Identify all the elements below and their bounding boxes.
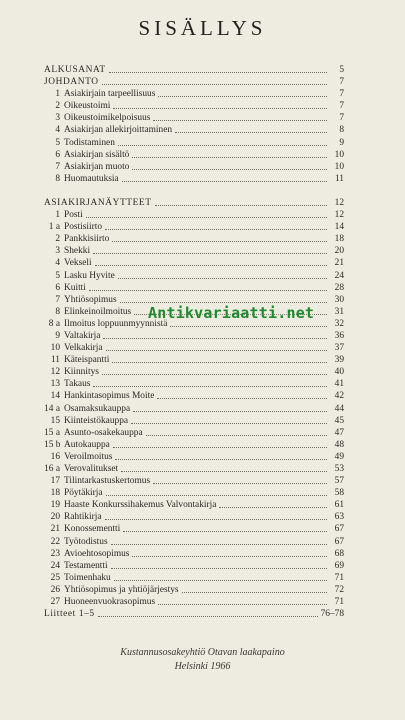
dot-leader [115,451,327,460]
toc-entry-page: 42 [334,391,344,402]
toc-entry-page: 71 [334,597,344,608]
toc-entry-page: 36 [334,330,344,341]
toc-gap [44,185,344,197]
toc-entry-label: Konossementti [64,524,121,535]
toc-entry-label: Asunto-osakekauppa [64,427,143,438]
toc-entry-number: 1 [55,210,60,221]
toc-entry-page: 7 [339,89,344,100]
toc-entry-page: 24 [334,270,344,281]
toc-entry-page: 7 [339,113,344,124]
toc-entry-number: 14 a [44,403,60,414]
toc-entry-label: ALKUSANAT [44,65,106,75]
dot-leader [118,270,327,279]
toc-entry-number: 1 [55,89,60,100]
toc-entry-page: 47 [334,427,344,438]
toc-entry [44,596,344,608]
toc-entry-number: 8 [55,173,60,184]
dot-leader [120,294,327,303]
toc-entry-number: 6 [55,282,60,293]
toc-entry-label: Valtakirja [64,330,101,341]
toc-entry [44,76,344,88]
toc-entry [44,245,344,257]
toc-entry [44,439,344,451]
toc-entry-page: 9 [339,137,344,148]
toc-entry-label: Työtodistus [64,536,108,547]
toc-entry-page: 37 [334,343,344,354]
toc-entry-number: 10 [50,343,60,354]
toc-entry-number: 12 [50,367,60,378]
toc-entry-label: Avioehtosopimus [64,548,130,559]
toc-entry [44,366,344,378]
dot-leader [132,149,327,158]
toc-entry-number: 5 [55,137,60,148]
toc-entry [44,511,344,523]
toc-entry-label: Ilmoitus loppuunmyynnistä [64,318,168,329]
toc-entry-label: Asiakirjain tarpeellisuus [64,89,156,100]
toc-entry-label: Oikeustoimikelpoisuus [64,113,151,124]
toc-entry [44,378,344,390]
toc-entry-label: Postisiirto [64,222,103,233]
dot-leader [132,548,327,557]
toc-entry-label: Osamaksukauppa [64,403,131,414]
dot-leader [112,233,327,242]
dot-leader [89,282,327,291]
toc-entry-label: Veroilmoitus [64,451,113,462]
toc-entry-page: 8 [339,125,344,136]
toc-entry-label: Asiakirjan muoto [64,161,130,172]
toc-entry [44,270,344,282]
dot-leader [111,560,327,569]
toc-entry-number: 17 [50,476,60,487]
toc-entry-page: 31 [334,306,344,317]
dot-leader [93,378,327,387]
dot-leader [158,88,327,97]
toc-entry [44,463,344,475]
dot-leader [155,197,327,206]
toc-entry-number: 2 [55,234,60,245]
toc-entry-page: 68 [334,548,344,559]
toc-entry-number: 26 [50,584,60,595]
toc-entry-label: Posti [64,210,83,221]
dot-leader [158,596,327,605]
toc-entry-number: 3 [55,246,60,257]
toc-entry [44,560,344,572]
toc-entry-label: Autokauppa [64,439,110,450]
toc-entry-page: 67 [334,524,344,535]
dot-leader [112,354,327,363]
toc-entry-number: 3 [55,113,60,124]
toc-entry-label: Pöytäkirja [64,488,103,499]
dot-leader [111,536,327,545]
toc-entry [44,427,344,439]
toc-entry-page: 32 [334,318,344,329]
toc-entry-page: 20 [334,246,344,257]
toc-entry-label: JOHDANTO [44,77,99,88]
toc-entry-number: 24 [50,560,60,571]
dot-leader [121,463,327,472]
toc-entry-number: 4 [55,125,60,136]
toc-entry [44,451,344,463]
toc-entry-label: Verovalitukset [64,464,119,474]
dot-leader [102,366,327,375]
toc-entry-page: 7 [339,101,344,112]
dot-leader [219,499,327,508]
dot-leader [133,403,327,412]
toc-entry-page: 40 [334,367,344,378]
dot-leader [102,76,327,85]
toc-entry-page: 7 [339,77,344,88]
toc-entry [44,209,344,221]
toc-entry-page: 14 [334,222,344,233]
toc-entry [44,342,344,354]
toc-entry-label: Toimenhaku [64,572,111,583]
dot-leader [114,572,327,581]
toc-entry [44,523,344,535]
toc-entry-label: Liitteet 1–5 [44,609,95,620]
table-of-contents [44,64,344,620]
toc-entry-page: 41 [334,379,344,390]
toc-entry-label: Kiinteistökauppa [64,415,129,426]
toc-entry-page: 5 [339,65,344,75]
toc-entry-number: 16 [50,451,60,462]
dot-leader [95,257,327,266]
toc-entry-page: 12 [334,197,344,208]
toc-entry [44,149,344,161]
dot-leader [146,427,327,436]
dot-leader [106,487,327,496]
toc-entry-page: 10 [334,161,344,172]
publisher-line: Kustannusosakeyhtiö Otavan laakapaino [120,647,285,658]
toc-entry [44,354,344,366]
dot-leader [182,584,327,593]
toc-entry-page: 48 [334,439,344,450]
toc-entry [44,608,344,620]
toc-entry-page: 10 [334,149,344,160]
toc-entry-label: Käteispantti [64,355,110,366]
toc-entry-label: Lasku Hyvite [64,270,115,281]
toc-entry-label: Takaus [64,379,91,390]
toc-entry-page: 44 [334,403,344,414]
dot-leader [93,245,327,254]
toc-entry-page: 21 [334,258,344,269]
toc-entry-label: Elinkeinoilmoitus [64,306,132,317]
toc-entry [44,173,344,185]
toc-entry-number: 7 [55,294,60,305]
toc-entry-page: 18 [334,234,344,245]
toc-entry-label: Haaste Konkurssihakemus Valvontakirja [64,500,217,511]
toc-entry [44,499,344,511]
toc-entry [44,548,344,560]
toc-entry [44,221,344,233]
dot-leader [175,124,327,133]
toc-entry-label: Tilintarkastuskertomus [64,476,151,487]
toc-entry-label: Vekseli [64,258,92,269]
toc-entry-number: 8 [55,306,60,317]
toc-entry [44,390,344,402]
toc-entry-page: 63 [334,512,344,523]
dot-leader [105,221,327,230]
toc-entry-label: Hankintasopimus Moite [64,391,155,402]
toc-entry [44,475,344,487]
toc-entry-number: 18 [50,488,60,499]
toc-entry-page: 12 [334,210,344,221]
dot-leader [153,112,327,121]
toc-entry [44,282,344,294]
toc-entry-number: 8 a [48,318,60,329]
toc-entry-number: 9 [55,330,60,341]
toc-entry-number: 15 a [44,427,60,438]
dot-leader [131,415,327,424]
toc-entry-number: 27 [50,597,60,608]
toc-entry-label: ASIAKIRJANÄYTTEET [44,197,152,208]
toc-entry-number: 25 [50,572,60,583]
toc-entry-page: 72 [334,584,344,595]
toc-entry-page: 30 [334,294,344,305]
dot-leader [122,173,327,182]
toc-entry-label: Rahtikirja [64,512,102,523]
dot-leader [153,475,327,484]
toc-entry-number: 22 [50,536,60,547]
toc-entry [44,257,344,269]
toc-entry [44,88,344,100]
toc-entry-number: 1 a [48,222,60,233]
toc-entry [44,403,344,415]
dot-leader [132,161,327,170]
toc-entry-number: 11 [50,355,60,366]
toc-entry-number: 2 [55,101,60,112]
watermark-text: Antikvariaatti.net [148,304,315,322]
dot-leader [113,100,327,109]
toc-entry-number: 4 [55,258,60,269]
toc-entry-number: 20 [50,512,60,523]
toc-entry-page: 11 [334,173,344,184]
toc-entry [44,415,344,427]
toc-entry-page: 61 [334,500,344,511]
toc-entry-number: 13 [50,379,60,390]
toc-entry-number: 23 [50,548,60,559]
toc-entry-number: 15 [50,415,60,426]
toc-entry-number: 15 b [44,439,61,450]
toc-entry-label: Yhtiösopimus [64,294,117,305]
toc-entry [44,197,344,209]
toc-entry-label: Shekki [64,246,91,257]
dot-leader [86,209,327,218]
toc-entry-page: 28 [334,282,344,293]
toc-entry [44,330,344,342]
toc-entry-label: Todistaminen [64,137,115,148]
publisher-place-year: Helsinki 1966 [174,661,231,672]
toc-entry-number: 5 [55,270,60,281]
toc-entry [44,572,344,584]
toc-entry-label: Pankkisiirto [64,234,110,245]
dot-leader [105,511,328,520]
dot-leader [157,390,327,399]
toc-entry-page: 67 [334,536,344,547]
toc-entry-page: 39 [334,355,344,366]
dot-leader [113,439,327,448]
toc-entry-page: 57 [334,476,344,487]
toc-entry-label: Huoneenvuokrasopimus [64,597,156,608]
toc-entry-label: Huomautuksia [64,173,119,184]
toc-entry-page: 69 [334,560,344,571]
toc-entry [44,124,344,136]
toc-entry [44,161,344,173]
toc-entry-page: 53 [334,464,344,474]
toc-entry-page: 71 [334,572,344,583]
toc-entry-label: Yhtiösopimus ja yhtiöjärjestys [64,584,179,595]
dot-leader [98,608,318,617]
toc-entry-number: 21 [50,524,60,535]
dot-leader [103,330,327,339]
toc-entry-number: 7 [55,161,60,172]
toc-entry-label: Oikeustoimi [64,101,111,112]
toc-entry [44,137,344,149]
toc-entry-page: 49 [334,451,344,462]
toc-entry-label: Kiinnitys [64,367,99,378]
toc-entry-label: Kuitti [64,282,86,293]
toc-entry [44,112,344,124]
dot-leader [106,342,327,351]
toc-entry-page: 45 [334,415,344,426]
toc-entry-number: 19 [50,500,60,511]
toc-entry [44,233,344,245]
toc-entry-page: 76–78 [320,609,344,620]
dot-leader [118,137,327,146]
toc-entry-label: Asiakirjan sisältö [64,149,130,160]
toc-entry-number: 16 a [44,464,60,474]
dot-leader [109,64,327,73]
page-title: SISÄLLYS [138,16,267,40]
toc-entry [44,584,344,596]
toc-entry-number: 14 [50,391,60,402]
toc-entry-label: Testamentti [64,560,108,571]
toc-entry-label: Asiakirjan allekirjoittaminen [64,125,173,136]
toc-entry-number: 6 [55,149,60,160]
toc-entry-label: Velkakirja [64,343,103,354]
dot-leader [123,523,327,532]
toc-entry-page: 58 [334,488,344,499]
toc-entry [44,64,344,76]
toc-entry [44,487,344,499]
toc-entry [44,100,344,112]
toc-entry [44,536,344,548]
